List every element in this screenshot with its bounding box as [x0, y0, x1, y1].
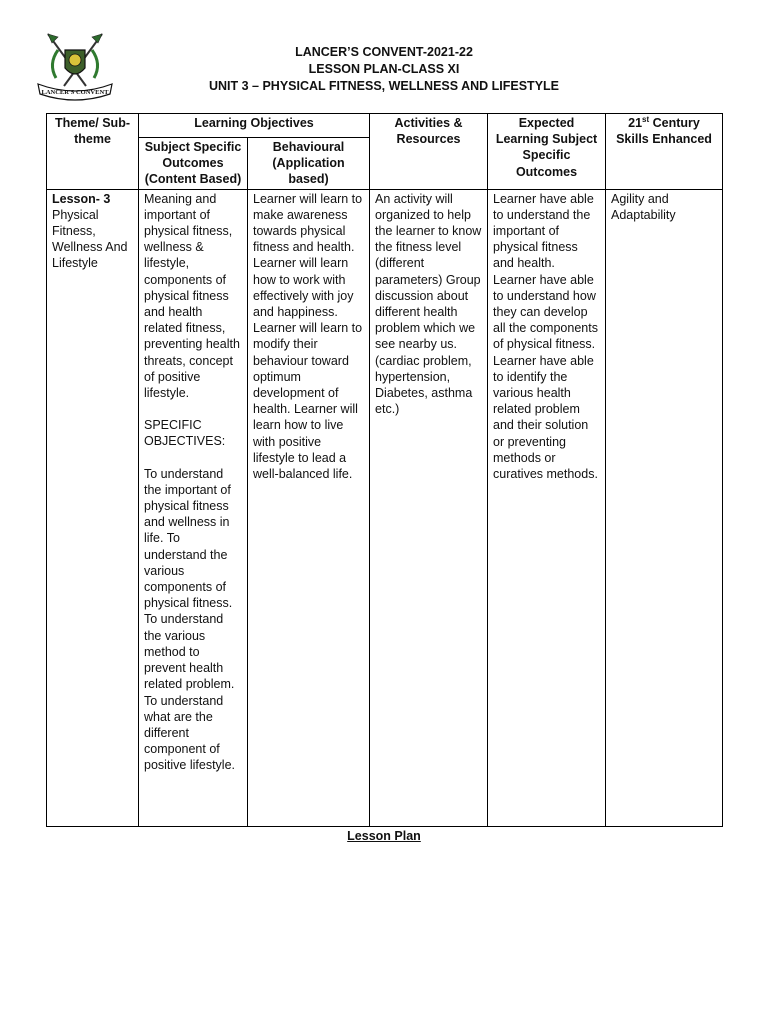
specific-objectives-text: To understand the important of physical fitness and wellness in life. To understand the various components of physical fitness. To understand the various method to prevent health related problem. To understand what are the different component of positive lifestyle.	[144, 466, 236, 773]
table-caption: Lesson Plan	[347, 829, 421, 843]
subject-specific-cell	[139, 189, 248, 826]
header-unit-line: UNIT 3 – PHYSICAL FITNESS, WELLNESS AND LIFESTYLE	[208, 79, 560, 93]
lesson-number: Lesson- 3	[52, 191, 111, 206]
subject-specific-header: Subject Specific Outcomes (Content Based)	[139, 138, 248, 190]
skills-cell: Agility and Adaptability	[606, 189, 723, 826]
header-lesson-plan-line: LESSON PLAN-CLASS XI	[308, 62, 460, 76]
skills-column-header	[606, 114, 723, 190]
table-row	[47, 189, 723, 826]
specific-objectives-heading: SPECIFIC OBJECTIVES:	[144, 418, 226, 449]
table-header-row	[47, 114, 723, 138]
learning-objectives-header: Learning Objectives	[139, 114, 370, 138]
theme-column-header: Theme/ Sub-theme	[47, 114, 139, 190]
skills-header-text: Century Skills Enhanced	[616, 116, 712, 147]
svg-text:LANCER'S CONVENT: LANCER'S CONVENT	[41, 89, 109, 96]
expected-outcomes-cell: Learner have able to understand the important of physical fitness and health. Learner have able to understand how they can develop all the components of physical fitness. Learner have able to identify the various health related problem and their solution or preventing methods or curatives methods.	[488, 189, 606, 826]
lesson-theme-text: Physical Fitness, Wellness And Lifestyle	[52, 207, 128, 271]
theme-cell	[47, 189, 139, 826]
skills-header-superscript: st	[642, 114, 650, 124]
behavioural-cell: Learner will learn to make awareness towards physical fitness and health. Learner will learn how to work with effectively with joy and happiness. Learner will learn to modify their behaviour toward optimum development of health. Learner will learn how to live with positive lifestyle to lead a well-balanced life.	[248, 189, 370, 826]
activities-cell: An activity will organized to help the learner to know the fitness level (different parameters) Group discussion about different health problem which we see nearby us. (cardiac problem, hypertension, Diabetes, asthma etc.)	[370, 189, 488, 826]
skills-header-number: 21	[628, 116, 643, 130]
subject-specific-intro: Meaning and important of physical fitness, wellness & lifestyle, components of physical fitness and health related fitness, preventing health threats, concept of positive lifestyle.	[144, 191, 240, 401]
activities-column-header: Activities & Resources	[370, 114, 488, 190]
behavioural-header: Behavioural (Application based)	[248, 138, 370, 190]
lesson-plan-table	[46, 113, 723, 827]
expected-outcomes-column-header: Expected Learning Subject Specific Outcomes	[488, 114, 606, 190]
document-header	[0, 44, 768, 95]
header-school-line: LANCER’S CONVENT-2021-22	[295, 45, 473, 59]
